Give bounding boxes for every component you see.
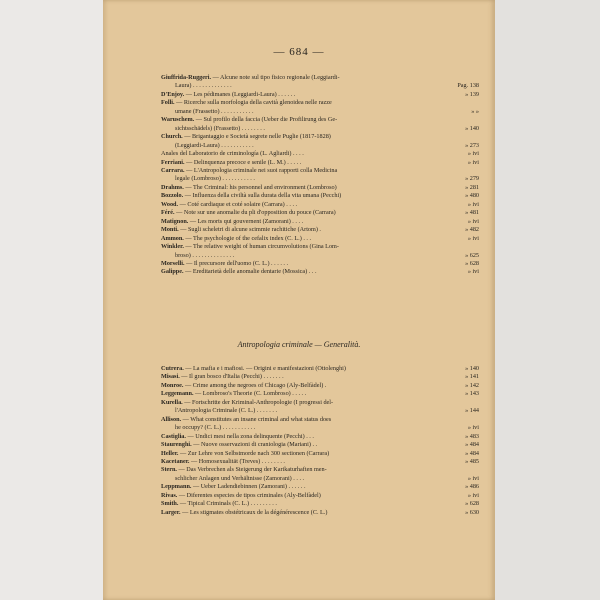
- author-name: Allison.: [161, 415, 182, 423]
- entry-text: [175, 175, 443, 183]
- entry-list-top: [161, 74, 479, 277]
- entry-text: [161, 483, 443, 491]
- entry-text: [161, 433, 443, 441]
- page-ref: » 281: [465, 183, 479, 191]
- entry-text: [161, 91, 443, 99]
- background-right: [495, 0, 600, 600]
- entry-text: [161, 399, 443, 407]
- entry-title: — La mafia e i mafiosi. — Origini e manifestazioni (Ottolenghi): [183, 365, 346, 372]
- page-ref: » 628: [465, 259, 479, 267]
- entry-title: — Les stigmates obstétricaux de la dégénérescence (C. L.): [180, 508, 328, 516]
- index-entry: [161, 390, 479, 398]
- index-entry: [161, 82, 479, 90]
- entry-title: — Sul profilo della faccia (Ueber die Profilirung des Ge-: [194, 116, 338, 124]
- entry-title: he occupy? (C. L.) . . . . . . . . . . .: [175, 424, 256, 432]
- author-name: Stern.: [161, 466, 177, 474]
- entry-title: — Undici mesi nella zona delinquente (Pecchi) . . .: [185, 432, 314, 440]
- index-entry: [161, 260, 479, 268]
- page-ref: » 482: [465, 226, 479, 234]
- page-ref: » 480: [465, 192, 479, 200]
- index-entry: [161, 509, 479, 517]
- section-heading: Antropologia criminale — Generalità.: [237, 340, 361, 349]
- page-ref: » 142: [465, 381, 479, 389]
- index-entry: [161, 475, 479, 483]
- author-name: Kacetaner.: [161, 457, 190, 465]
- entry-text: [161, 450, 443, 458]
- entry-title: — The relative weight of human circumvolutions (Gina Lom-: [183, 243, 339, 251]
- page-ref: » ivi: [467, 424, 479, 432]
- index-entry: [161, 466, 479, 474]
- index-entry: [161, 116, 479, 124]
- page-ref: » 279: [465, 175, 479, 183]
- index-entry: [161, 500, 479, 508]
- index-entry: [161, 74, 479, 82]
- page-ref: » ivi: [467, 268, 479, 276]
- author-name: Giuffrida-Ruggeri.: [161, 74, 212, 81]
- index-entry: [161, 91, 479, 99]
- page-ref: » 141: [465, 373, 479, 381]
- entry-title: — Diferentes especies de tipos criminales (Aly-Belfàdel): [177, 491, 321, 499]
- author-name: Carrara.: [161, 166, 185, 174]
- author-name: Cutrera.: [161, 365, 184, 372]
- index-entry: [161, 458, 479, 466]
- entry-text: [161, 150, 443, 158]
- page-ref: Pag. 138: [457, 82, 479, 90]
- page-ref: » 144: [465, 407, 479, 415]
- page-ref: » 140: [465, 365, 479, 372]
- index-entry: [161, 441, 479, 449]
- author-name: Church.: [161, 133, 183, 141]
- author-name: Staurenghi.: [161, 441, 192, 449]
- entry-title: — L'Antropologia criminale nei suoi rapporti colla Medicina: [184, 166, 338, 174]
- author-name: Morselli.: [161, 259, 185, 267]
- index-entry: [161, 382, 479, 390]
- entry-text: [161, 500, 443, 508]
- entry-title: legale (Lombroso) . . . . . . . . . . .: [175, 175, 255, 183]
- entry-text: [161, 192, 443, 200]
- index-entry: [161, 133, 479, 141]
- author-name: Féré.: [161, 209, 175, 217]
- page-ref: » 628: [465, 500, 479, 508]
- index-entry: [161, 492, 479, 500]
- entry-title: — Les morts qui gouvernent (Zamorani) . . . .: [188, 217, 304, 225]
- author-name: D'Enjoy.: [161, 90, 185, 98]
- entry-text: [161, 373, 443, 381]
- author-name: Monroe.: [161, 381, 184, 389]
- entry-list-bottom: [161, 365, 479, 517]
- entry-text: [161, 441, 443, 449]
- entry-text: [161, 74, 443, 82]
- entry-text: [161, 268, 443, 276]
- index-entry: [161, 373, 479, 381]
- index-entry: [161, 184, 479, 192]
- index-entry: [161, 424, 479, 432]
- index-entry: [161, 167, 479, 175]
- entry-title: Anales del Laboratorio de criminología (L. Agliardi) . . . .: [161, 150, 304, 158]
- entry-text: [161, 509, 443, 517]
- entry-text: [161, 466, 443, 474]
- entry-text: [175, 82, 443, 90]
- entry-text: [175, 125, 443, 133]
- page-ref: [443, 399, 479, 407]
- author-name: Folli.: [161, 99, 175, 107]
- entry-title: — Les pédimanes (Leggiardi-Laura) . . . . . .: [184, 90, 296, 98]
- entry-title: — Ereditarietà delle anomalie dentarie (Mossica) . . .: [183, 268, 317, 276]
- entry-title: schlicher Anlagen und Verhältnisse (Zamorani) . . . .: [175, 474, 305, 482]
- entry-text: [161, 226, 443, 234]
- author-name: Leggemann.: [161, 390, 194, 398]
- author-name: Wood.: [161, 200, 179, 208]
- author-name: Bozzolo.: [161, 192, 184, 200]
- entry-title: — Nuove osservazioni di craniologia (Mariani) . .: [191, 441, 318, 449]
- entry-text: [161, 167, 443, 175]
- entry-text: [161, 159, 443, 167]
- index-entry: [161, 450, 479, 458]
- author-name: Waruschem.: [161, 116, 195, 124]
- entry-title: l'Antropologia Criminale (C. L.) . . . . . . .: [175, 407, 277, 415]
- entry-title: — Das Verbrechen als Steigerung der Karikaturhaften men-: [176, 466, 327, 474]
- entry-text: [161, 382, 443, 390]
- index-entry: [161, 235, 479, 243]
- entry-title: — Note sur une anomalie du pli d'opposition du pouce (Carrara): [174, 209, 336, 217]
- page-ref: » 483: [465, 432, 479, 440]
- page-ref: » ivi: [467, 150, 479, 158]
- page-ref: [443, 116, 479, 124]
- page-ref: [443, 74, 479, 82]
- author-name: Smith.: [161, 500, 179, 508]
- page-ref: » ivi: [467, 200, 479, 208]
- index-entry: [161, 209, 479, 217]
- book-page: [103, 0, 495, 600]
- entry-text: [161, 492, 443, 500]
- index-entry: [161, 252, 479, 260]
- entry-title: (Leggiardi-Laura) . . . . . . . . . . .: [175, 141, 254, 149]
- index-entry: [161, 399, 479, 407]
- index-entry: [161, 365, 479, 373]
- page-ref: » 486: [465, 483, 479, 491]
- entry-title: — Lombroso's Theorie (C. Lombroso) . . . . .: [193, 390, 307, 398]
- entry-text: [175, 475, 443, 483]
- page-ref: » 481: [465, 209, 479, 217]
- entry-text: [161, 260, 443, 268]
- page-ref: » 484: [465, 441, 479, 449]
- author-name: Galippe.: [161, 268, 184, 276]
- entry-title: broso) . . . . . . . . . . . . . .: [175, 251, 235, 259]
- author-name: Larger.: [161, 508, 181, 516]
- page-ref: » 484: [465, 449, 479, 457]
- entry-text: [161, 218, 443, 226]
- index-entry: [161, 433, 479, 441]
- page-ref: [443, 167, 479, 175]
- index-entry: [161, 159, 479, 167]
- entry-title: — What constitutes an insane criminal and what status does: [181, 415, 332, 423]
- entry-title: Laura) . . . . . . . . . . . . .: [175, 82, 232, 90]
- index-entry: [161, 407, 479, 415]
- page-ref: » ivi: [467, 234, 479, 242]
- author-name: Ferriani.: [161, 158, 185, 166]
- index-entry: [161, 483, 479, 491]
- page-ref: » 273: [465, 141, 479, 149]
- entry-title: sichtsschädels) (Frassetto) . . . . . . . .: [175, 124, 265, 132]
- entry-title: — Influenza della civiltà sulla durata della vita umana (Pecchi): [183, 192, 342, 200]
- page-ref: » ivi: [467, 491, 479, 499]
- background-left: [0, 0, 103, 600]
- entry-text: [161, 99, 443, 107]
- index-entry: [161, 142, 479, 150]
- page-ref: » »: [471, 107, 479, 115]
- index-entry: [161, 268, 479, 276]
- index-entry: [161, 243, 479, 251]
- index-entry: [161, 125, 479, 133]
- entry-text: [175, 142, 443, 150]
- index-entry: [161, 416, 479, 424]
- entry-text: [161, 184, 443, 192]
- page-ref: [443, 243, 479, 251]
- entry-text: [175, 424, 443, 432]
- author-name: Leppmann.: [161, 483, 192, 491]
- index-entry: [161, 218, 479, 226]
- page-ref: [443, 466, 479, 474]
- entry-text: [161, 390, 443, 398]
- entry-text: [161, 416, 443, 424]
- page-ref: » ivi: [467, 158, 479, 166]
- page-ref: [443, 133, 479, 141]
- entry-title: umane (Frassetto) . . . . . . . . . . .: [175, 107, 254, 115]
- author-name: Drahms.: [161, 183, 184, 191]
- entry-title: — Il precursore dell'uomo (C. L.) . . . . . .: [184, 259, 289, 267]
- entry-text: [161, 201, 443, 209]
- author-name: Matignon.: [161, 217, 189, 225]
- page-ref: » 485: [465, 457, 479, 465]
- author-name: Castiglia.: [161, 432, 186, 440]
- page-ref: » ivi: [467, 474, 479, 482]
- author-name: Misasi.: [161, 373, 180, 381]
- entry-text: [161, 243, 443, 251]
- entry-title: — Sugli scheletri di alcune scimmie rachitiche (Artom) .: [178, 226, 321, 234]
- entry-title: — The Criminal: his personnel and environment (Lombroso): [183, 183, 337, 191]
- index-entry: [161, 150, 479, 158]
- page-ref: » 139: [465, 90, 479, 98]
- entry-title: — Tipical Criminals (C. L.) . . . . . . . . .: [178, 500, 277, 508]
- page-ref: » 140: [465, 124, 479, 132]
- author-name: Ammon.: [161, 234, 184, 242]
- entry-title: — Alcune note sul tipo fisico regionale (Leggiardi-: [211, 74, 340, 81]
- entry-text: [161, 235, 443, 243]
- page-ref: [443, 416, 479, 424]
- author-name: Monti.: [161, 226, 179, 234]
- index-entry: [161, 192, 479, 200]
- author-name: Kurella.: [161, 398, 183, 406]
- entry-title: — Fortschritte der Kriminal-Anthropologie (I progressi del-: [182, 398, 334, 406]
- entry-title: — Delinquenza precoce e senile (L. M.) . . . . .: [184, 158, 302, 166]
- entry-title: — Ricerche sulla morfologia della cavità glenoidea nelle razze: [174, 99, 332, 107]
- page-ref: » 143: [465, 390, 479, 398]
- entry-text: [161, 116, 443, 124]
- index-entry: [161, 175, 479, 183]
- page-ref: [443, 99, 479, 107]
- entry-title: — Il gran bosco d'Italia (Pecchi) . . . . . . .: [179, 373, 284, 381]
- entry-title: — Crime among the negroes of Chicago (Aly-Belfàdel) .: [183, 381, 327, 389]
- entry-title: — Homosexualität (Treves) . . . . . . . .: [189, 457, 285, 465]
- entry-title: — Ueber Ladendiebinnen (Zamorani) . . . . . .: [191, 483, 306, 491]
- entry-title: — The psychologie of the cefalix index (C. L.) . . .: [183, 234, 312, 242]
- author-name: Rivas.: [161, 491, 178, 499]
- entry-text: [175, 252, 443, 260]
- author-name: Winkler.: [161, 243, 184, 251]
- index-entry: [161, 99, 479, 107]
- index-entry: [161, 226, 479, 234]
- page-ref: » 630: [465, 508, 479, 516]
- entry-title: — Coté cardiaque et coté solaire (Carrara) . . . .: [178, 200, 298, 208]
- page-ref: » ivi: [467, 217, 479, 225]
- entry-title: — Brigantaggio e Società segrete nelle Puglie (1817-1828): [182, 133, 331, 141]
- entry-text: [161, 458, 443, 466]
- entry-text: [161, 133, 443, 141]
- entry-text: [175, 407, 443, 415]
- index-entry: [161, 108, 479, 116]
- page-number: — 684 —: [273, 46, 325, 58]
- index-entry: [161, 201, 479, 209]
- page-ref: » 625: [465, 251, 479, 259]
- entry-text: [161, 365, 443, 373]
- entry-text: [175, 108, 443, 116]
- author-name: Heller.: [161, 449, 179, 457]
- entry-title: — Zur Lehre von Selbstmorde nach 300 sectionen (Carrara): [178, 449, 330, 457]
- entry-text: [161, 209, 443, 217]
